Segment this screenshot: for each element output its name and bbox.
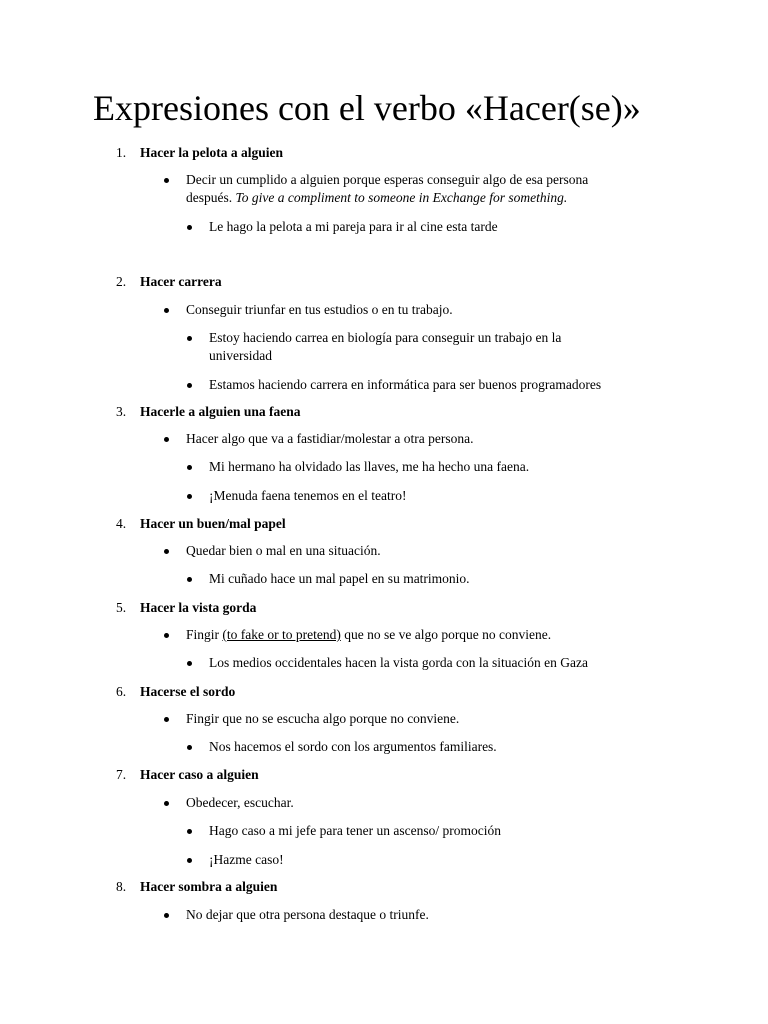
bullet-icon — [164, 549, 169, 554]
definition-english-translation: To give a compliment to someone in Exchange for something. — [235, 190, 568, 205]
item-number: 7. — [116, 767, 127, 782]
bullet-icon — [164, 717, 169, 722]
definition-text: No dejar que otra persona destaque o triunfe. — [186, 907, 429, 922]
item-heading: Hacer la pelota a alguien — [140, 145, 283, 160]
example-text: Mi hermano ha olvidado las llaves, me ha hecho una faena. — [209, 459, 530, 474]
item-heading: Hacerle a alguien una faena — [140, 404, 301, 419]
item-heading: Hacer sombra a alguien — [140, 879, 278, 894]
item-number: 3. — [116, 404, 127, 419]
item-number: 5. — [116, 600, 127, 615]
bullet-icon — [187, 745, 192, 750]
bullet-icon — [187, 494, 192, 499]
bullet-icon — [164, 801, 169, 806]
item-number: 6. — [116, 684, 127, 699]
bullet-icon — [187, 225, 192, 230]
definition-plain: que no se ve algo porque no conviene. — [340, 627, 552, 642]
example-text: ¡Hazme caso! — [209, 852, 284, 867]
item-heading: Hacer un buen/mal papel — [140, 516, 286, 531]
bullet-icon — [187, 577, 192, 582]
item-number: 1. — [116, 145, 127, 160]
item-heading: Hacerse el sordo — [140, 684, 236, 699]
definition-english-gloss: (to fake or to pretend) — [222, 627, 341, 642]
bullet-icon — [187, 383, 192, 388]
example-text: Le hago la pelota a mi pareja para ir al cine esta tarde — [209, 219, 498, 234]
item-number: 8. — [116, 879, 127, 894]
bullet-icon — [187, 336, 192, 341]
example-text: Los medios occidentales hacen la vista gorda con la situación en Gaza — [209, 655, 588, 670]
bullet-icon — [187, 858, 192, 863]
definition-text: Obedecer, escuchar. — [186, 795, 294, 810]
definition-plain: después. — [186, 190, 236, 205]
definition-text: Hacer algo que va a fastidiar/molestar a otra persona. — [186, 431, 474, 446]
example-text: Mi cuñado hace un mal papel en su matrimonio. — [209, 571, 470, 586]
definition-text: Conseguir triunfar en tus estudios o en tu trabajo. — [186, 302, 453, 317]
item-heading: Hacer la vista gorda — [140, 600, 257, 615]
bullet-icon — [164, 437, 169, 442]
definition-text-continued — [186, 189, 567, 207]
definition-text: Fingir que no se escucha algo porque no conviene. — [186, 711, 460, 726]
document-title: Expresiones con el verbo «Hacer(se)» — [93, 88, 641, 128]
bullet-icon — [187, 465, 192, 470]
example-text: ¡Menuda faena tenemos en el teatro! — [209, 488, 407, 503]
item-number: 4. — [116, 516, 127, 531]
bullet-icon — [164, 308, 169, 313]
item-heading: Hacer caso a alguien — [140, 767, 259, 782]
item-heading: Hacer carrera — [140, 274, 222, 289]
bullet-icon — [187, 661, 192, 666]
example-text-continued: universidad — [209, 348, 272, 363]
bullet-icon — [164, 913, 169, 918]
definition-plain: Fingir — [186, 627, 223, 642]
bullet-icon — [164, 178, 169, 183]
bullet-icon — [187, 829, 192, 834]
definition-text: Quedar bien o mal en una situación. — [186, 543, 381, 558]
example-text: Nos hacemos el sordo con los argumentos familiares. — [209, 739, 497, 754]
definition-text — [186, 626, 551, 644]
definition-text: Decir un cumplido a alguien porque esperas conseguir algo de esa persona — [186, 172, 589, 187]
example-text: Estamos haciendo carrera en informática para ser buenos programadores — [209, 377, 602, 392]
example-text: Hago caso a mi jefe para tener un ascenso/ promoción — [209, 823, 502, 838]
item-number: 2. — [116, 274, 127, 289]
bullet-icon — [164, 633, 169, 638]
example-text: Estoy haciendo carrea en biología para conseguir un trabajo en la — [209, 330, 562, 345]
